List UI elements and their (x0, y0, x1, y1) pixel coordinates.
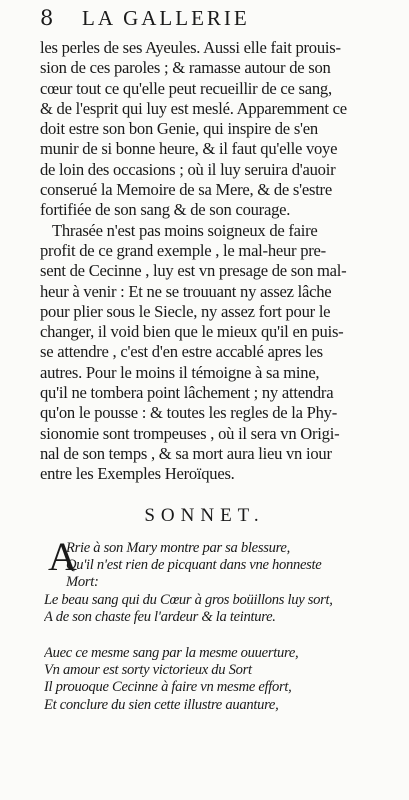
prose-line: qu'il ne tombera point lâchement ; ny attendra (40, 383, 334, 403)
prose-line: doit estre son bon Genie, qui inspire de s'en (40, 119, 318, 139)
verse-line: Il prouoque Cecinne à faire vn mesme effort, (44, 679, 292, 696)
page-header (0, 2, 409, 36)
prose-line: cœur tout ce qu'elle peut recueillir de ce sang, (40, 78, 332, 98)
prose-line: fortifiée de son sang & de son courage. (40, 200, 291, 220)
prose-line: qu'on le pousse : & toutes les regles de la Phy- (40, 403, 338, 423)
verse-line: A de son chaste feu l'ardeur & la teinture. (44, 608, 276, 625)
prose-line: profit de ce grand exemple , le mal-heur pre- (40, 240, 326, 260)
prose-line: Thrasée n'est pas moins soigneux de faire (52, 220, 318, 240)
prose-line: & de l'esprit qui luy est meslé. Apparemment ce (40, 98, 347, 118)
verse-line: Mort: (66, 574, 99, 591)
sonnet-title: SONNET. (144, 505, 265, 526)
prose-line: les perles de ses Ayeules. Aussi elle fait prouis- (40, 38, 341, 57)
prose-line: sion de ces paroles ; & ramasse autour de son (40, 58, 331, 78)
verse-line: Vn amour est sorty victorieux du Sort (44, 662, 252, 679)
prose-line: pour plier sous le Siecle, ny assez fort pour le (40, 301, 331, 321)
prose-line: se attendre , c'est d'en estre accablé apres les (40, 342, 323, 362)
sonnet-verse (44, 540, 408, 714)
verse-line: Auec ce mesme sang par la mesme ouuerture, (44, 644, 299, 661)
prose-line: sionomie sont trompeuses , où il sera vn Origi- (40, 423, 340, 443)
running-head: LA GALLERIE (82, 6, 250, 30)
prose-line: de loin des occasions ; où il luy seruira d'auoir (40, 159, 336, 179)
sonnet-dropcap: A (48, 534, 77, 579)
verse-line: Rrie à son Mary montre par sa blessure, (66, 540, 290, 556)
verse-line: Qu'il n'est rien de picquant dans vne honneste (66, 557, 322, 574)
prose-line: entre les Exemples Heroïques. (40, 464, 235, 484)
prose-line: sent de Cecinne , luy est vn presage de son mal- (40, 261, 347, 281)
prose-line: nal de son temps , & sa mort aura lieu vn iour (40, 443, 332, 463)
prose-line: autres. Pour le moins il témoigne à sa mine, (40, 362, 320, 382)
prose-line: heur à venir : Et ne se trouuant ny assez lâche (40, 281, 332, 301)
verse-line: Et conclure du sien cette illustre auanture, (44, 696, 279, 713)
prose-body (40, 38, 408, 485)
prose-line: conserué la Memoire de sa Mere, & de s'estre (40, 180, 332, 200)
verse-line: Le beau sang qui du Cœur à gros boüillons luy sort, (44, 591, 333, 608)
stanza-gap (44, 626, 408, 645)
prose-line: changer, il void bien que le mieux qu'il en puis- (40, 322, 344, 342)
prose-line: munir de si bonne heure, & il faut qu'elle voye (40, 139, 338, 159)
page-number: 8 (40, 6, 54, 30)
